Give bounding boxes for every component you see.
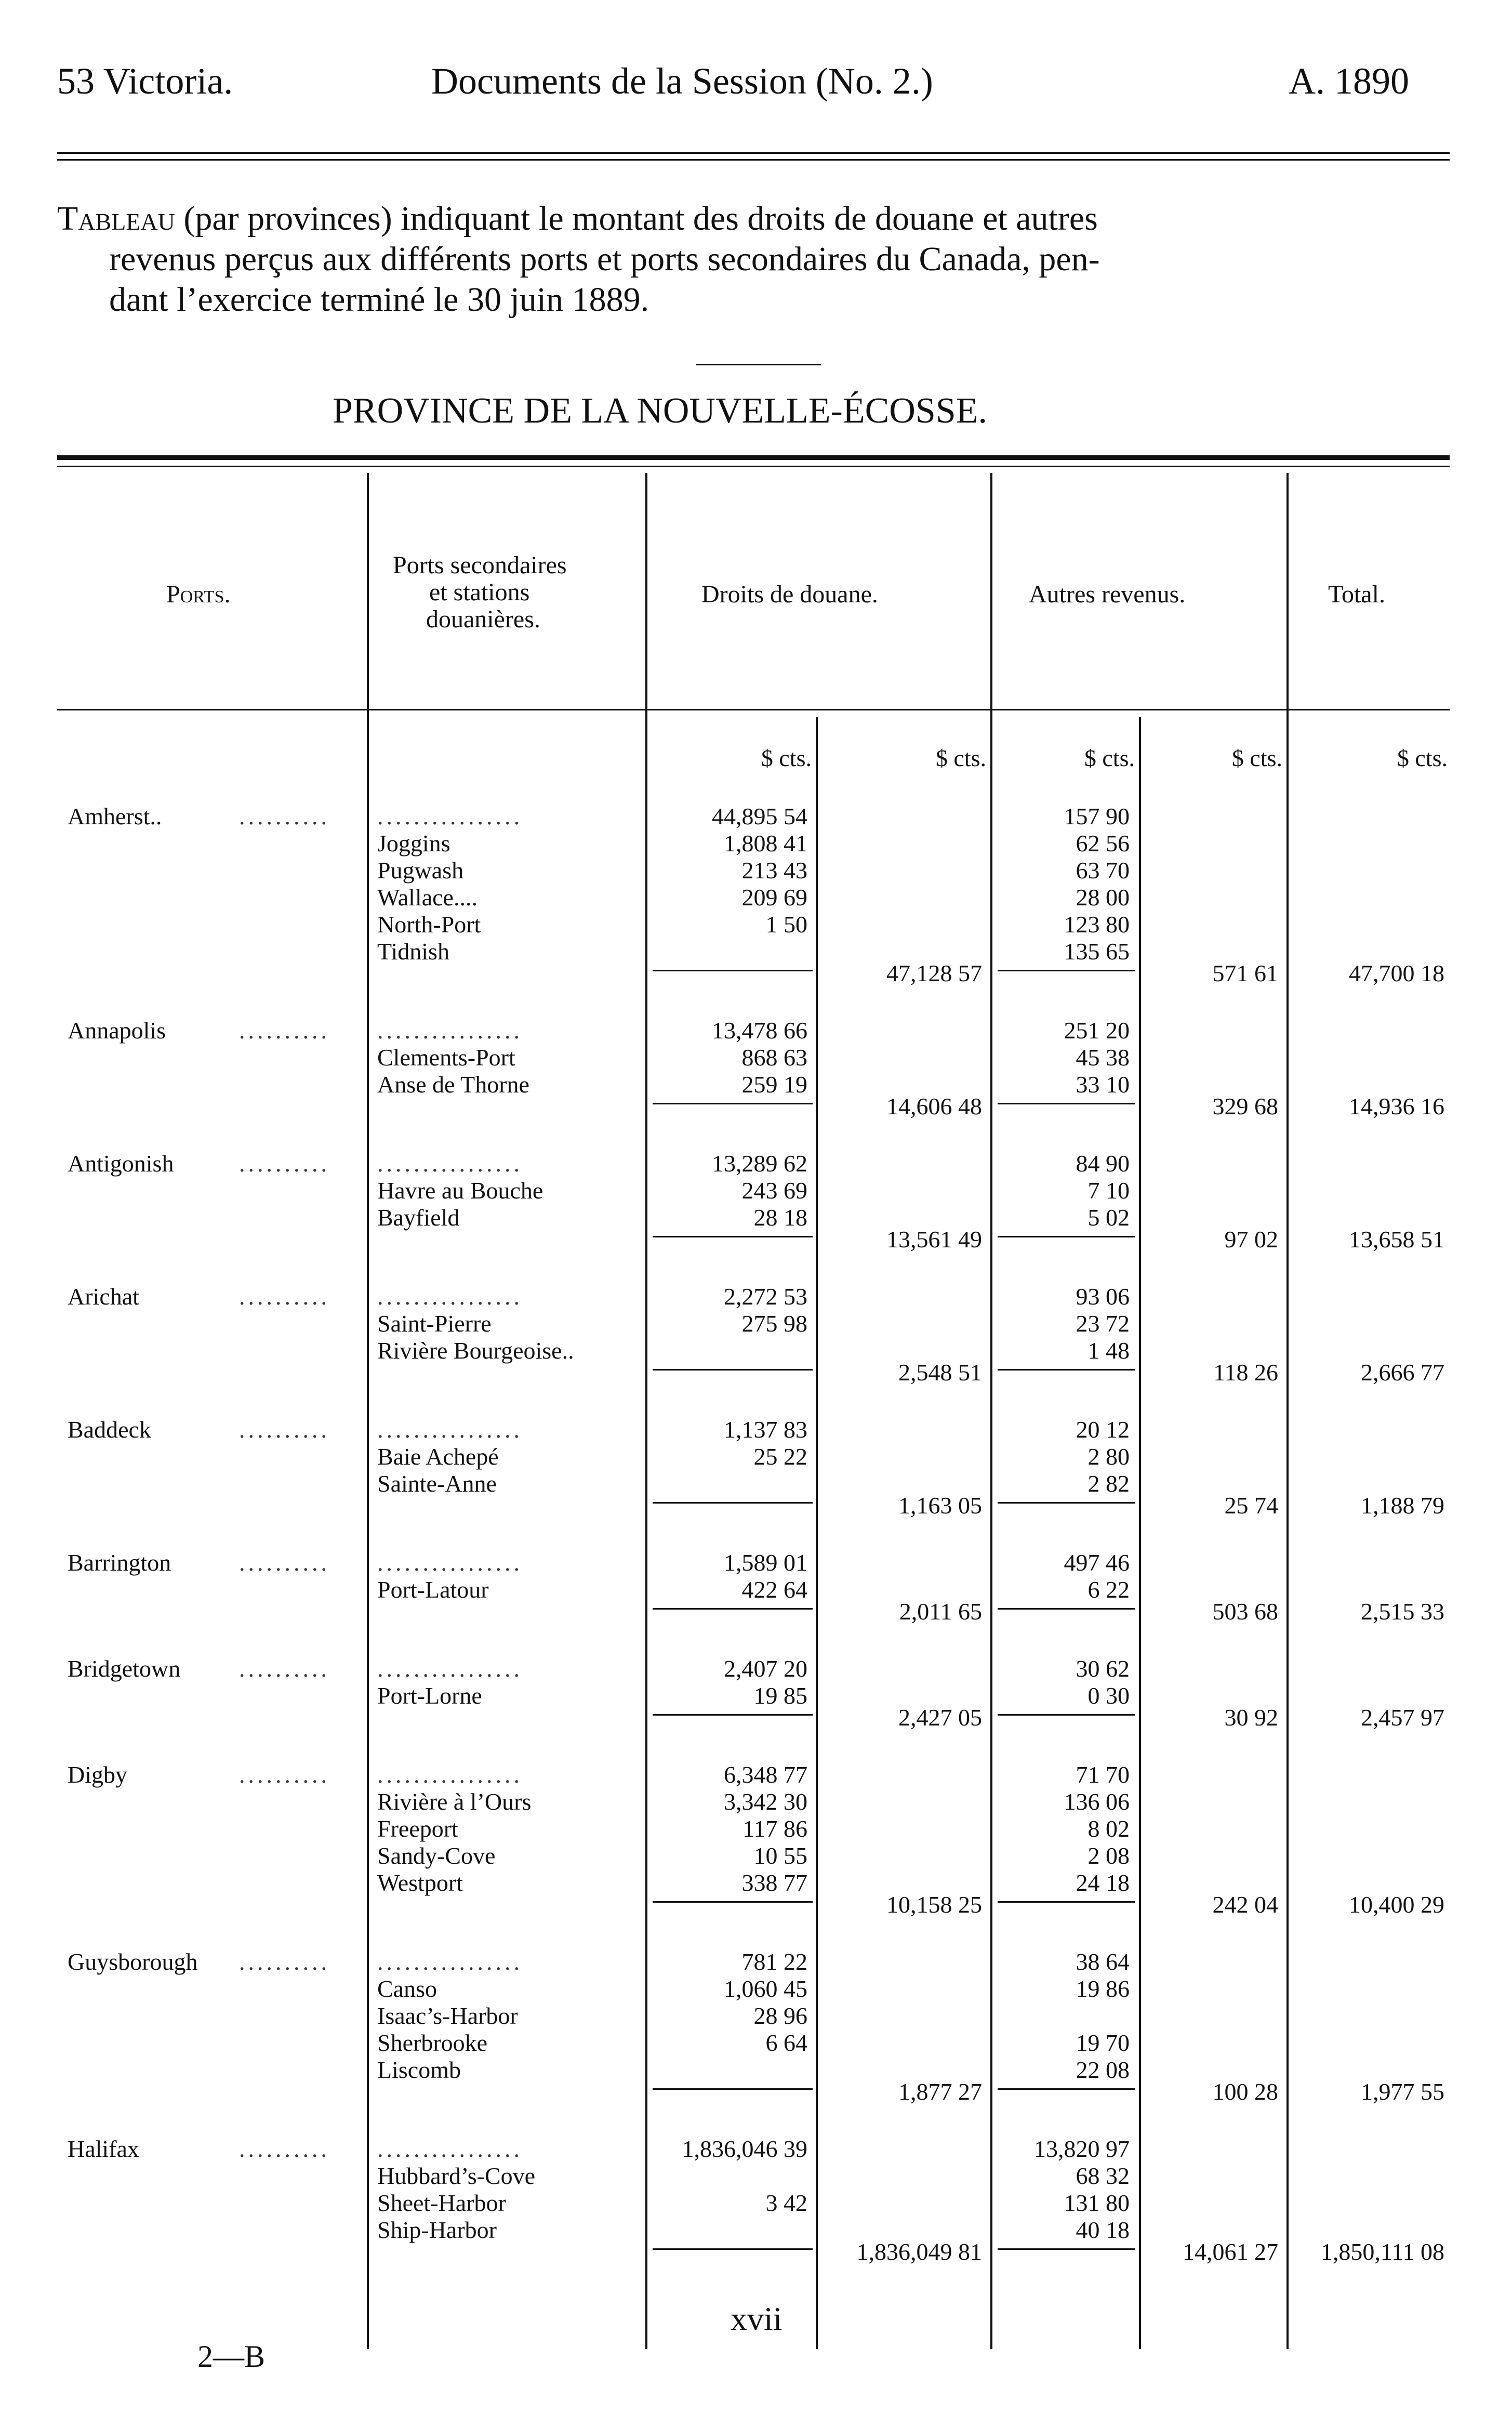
grand-total: 10,400 29: [1349, 1891, 1444, 1918]
duty-value: 2,272 53: [724, 1283, 807, 1310]
signature-mark: 2—B: [197, 2339, 266, 2374]
header-center: Documents de la Session (No. 2.): [431, 60, 933, 102]
port-leader-dots: ..........: [239, 1017, 330, 1044]
port-name: Bridgetown: [68, 1655, 181, 1682]
sub-port-leader: ................: [377, 1416, 523, 1443]
sub-port-name: North-Port: [377, 911, 481, 938]
sub-port-name: Rivière à l’Ours: [377, 1788, 532, 1815]
other-subtotal-rule: [998, 970, 1135, 971]
header-left: 53 Victoria.: [57, 60, 233, 102]
other-subtotal-rule: [998, 1714, 1135, 1716]
other-value: 30 62: [1076, 1655, 1130, 1682]
sub-port-name: Ship-Harbor: [377, 2217, 497, 2243]
duty-value: 868 63: [741, 1044, 807, 1071]
duty-total: 2,427 05: [898, 1704, 982, 1731]
header-rule-top: [57, 152, 1450, 154]
sub-port-name: Bayfield: [377, 1204, 460, 1231]
other-value: 63 70: [1076, 857, 1130, 884]
other-subtotal-rule: [998, 2088, 1135, 2090]
grand-total: 2,666 77: [1361, 1359, 1444, 1386]
other-value: 22 08: [1076, 2057, 1130, 2083]
duty-value: 25 22: [753, 1443, 807, 1470]
other-total: 14,061 27: [1183, 2238, 1278, 2265]
page-number: xvii: [731, 2300, 782, 2337]
other-value: 84 90: [1076, 1150, 1130, 1177]
duty-total: 1,877 27: [898, 2078, 982, 2105]
other-value: 20 12: [1076, 1416, 1130, 1443]
other-value: 33 10: [1076, 1071, 1130, 1098]
duty-value: 6 64: [765, 2030, 807, 2056]
sub-port-name: Hubbard’s-Cove: [377, 2163, 536, 2189]
other-subtotal-rule: [998, 1502, 1135, 1504]
duty-subtotal-rule: [653, 1103, 813, 1104]
sub-port-name: Liscomb: [377, 2057, 461, 2083]
other-value: 71 70: [1076, 1761, 1130, 1788]
other-total: 97 02: [1224, 1226, 1278, 1253]
sub-port-leader: ................: [377, 1761, 523, 1788]
other-value: 131 80: [1064, 2190, 1130, 2216]
sub-port-leader: ................: [377, 1549, 523, 1576]
col-header-other: Autres revenus.: [1029, 581, 1186, 608]
unit-duty-items: $ cts.: [761, 745, 812, 771]
other-value: 13,820 97: [1034, 2136, 1130, 2162]
sub-port-name: Port-Lorne: [377, 1682, 482, 1709]
sub-port-name: Port-Latour: [377, 1576, 489, 1603]
sub-port-name: Joggins: [377, 830, 450, 857]
sub-port-name: Clements-Port: [377, 1044, 515, 1071]
sub-port-name: Tidnish: [377, 938, 449, 965]
other-value: 0 30: [1087, 1682, 1130, 1709]
sub-port-leader: ................: [377, 1655, 523, 1682]
port-leader-dots: ..........: [239, 1150, 330, 1177]
other-value: 2 82: [1087, 1470, 1130, 1497]
intro-line-2: revenus perçus aux différents ports et ports secondaires du Canada, pen-: [109, 240, 1100, 278]
col-header-secondary-2: et stations: [429, 578, 530, 606]
duty-value: 422 64: [741, 1576, 807, 1603]
intro-text-1: (par provinces) indiquant le montant des droits de douane et autres: [183, 200, 1098, 238]
duty-value: 10 55: [753, 1842, 807, 1869]
other-value: 2 08: [1087, 1842, 1130, 1869]
other-total: 503 68: [1212, 1598, 1278, 1625]
duty-value: 3 42: [765, 2190, 807, 2216]
port-leader-dots: ..........: [239, 1549, 330, 1576]
port-name: Barrington: [68, 1549, 171, 1576]
duty-value: 44,895 54: [712, 803, 807, 829]
grand-total: 14,936 16: [1349, 1093, 1444, 1119]
port-leader-dots: ..........: [239, 1283, 330, 1310]
other-total: 242 04: [1212, 1891, 1278, 1918]
other-value: 497 46: [1064, 1549, 1130, 1576]
sub-port-name: Westport: [377, 1869, 463, 1896]
other-total: 329 68: [1212, 1093, 1278, 1119]
other-value: 135 65: [1064, 938, 1130, 965]
duty-subtotal-rule: [653, 1901, 813, 1903]
duty-subtotal-rule: [653, 1714, 813, 1716]
header-bottom-rule: [57, 709, 1450, 710]
other-subtotal-rule: [998, 1608, 1135, 1610]
duty-total: 1,163 05: [898, 1492, 982, 1519]
sub-port-name: Isaac’s-Harbor: [377, 2003, 518, 2029]
port-leader-dots: ..........: [239, 1655, 330, 1682]
duty-value: 1,589 01: [724, 1549, 807, 1576]
other-value: 23 72: [1076, 1310, 1130, 1337]
header-rule-bottom: [57, 159, 1450, 161]
col-header-secondary-3: douanières.: [426, 605, 540, 633]
duty-value: 213 43: [741, 857, 807, 884]
grand-total: 1,977 55: [1361, 2078, 1444, 2105]
other-value: 62 56: [1076, 830, 1130, 857]
other-value: 251 20: [1064, 1017, 1130, 1044]
other-value: 19 70: [1076, 2030, 1130, 2056]
sub-port-leader: ................: [377, 2136, 523, 2162]
duty-value: 275 98: [741, 1310, 807, 1337]
other-value: 2 80: [1087, 1443, 1130, 1470]
port-leader-dots: ..........: [239, 1416, 330, 1443]
other-value: 40 18: [1076, 2217, 1130, 2243]
grand-total: 2,515 33: [1361, 1598, 1444, 1625]
sub-port-name: Freeport: [377, 1815, 458, 1842]
other-subtotal-rule: [998, 1369, 1135, 1371]
duty-value: 259 19: [741, 1071, 807, 1098]
duty-total: 47,128 57: [886, 960, 982, 986]
other-value: 5 02: [1087, 1204, 1130, 1231]
other-total: 100 28: [1212, 2078, 1278, 2105]
grand-total: 47,700 18: [1349, 960, 1444, 986]
col-header-secondary-1: Ports secondaires: [393, 551, 567, 579]
port-leader-dots: ..........: [239, 1948, 330, 1975]
port-leader-dots: ..........: [239, 2136, 330, 2162]
table-rule-top-thin: [57, 466, 1450, 467]
other-subtotal-rule: [998, 1901, 1135, 1903]
port-name: Digby: [68, 1761, 127, 1788]
port-name: Halifax: [68, 2136, 139, 2162]
sub-port-leader: ................: [377, 1283, 523, 1310]
other-value: 123 80: [1064, 911, 1130, 938]
unit-other-items: $ cts.: [1084, 745, 1135, 771]
duty-subtotal-rule: [653, 2088, 813, 2090]
other-subtotal-rule: [998, 1103, 1135, 1104]
other-subtotal-rule: [998, 1236, 1135, 1237]
grand-total: 2,457 97: [1361, 1704, 1444, 1731]
table-rule-top-thick: [57, 455, 1450, 460]
duty-value: 13,478 66: [712, 1017, 807, 1044]
duty-value: 28 96: [753, 2003, 807, 2029]
duty-value: 6,348 77: [724, 1761, 807, 1788]
other-value: 8 02: [1087, 1815, 1130, 1842]
other-value: 93 06: [1076, 1283, 1130, 1310]
duty-subtotal-rule: [653, 1369, 813, 1371]
duty-value: 1 50: [765, 911, 807, 938]
sub-port-name: Sainte-Anne: [377, 1470, 497, 1497]
unit-total: $ cts.: [1397, 745, 1448, 771]
sub-port-leader: ................: [377, 1150, 523, 1177]
duty-total: 14,606 48: [886, 1093, 982, 1119]
col-header-ports: Ports.: [166, 581, 231, 608]
intro-lead: Tableau: [57, 200, 175, 238]
duty-value: 781 22: [741, 1948, 807, 1975]
sub-port-name: Saint-Pierre: [377, 1310, 492, 1337]
intro-line-3: dant l’exercice terminé le 30 juin 1889.: [109, 281, 649, 319]
duty-total: 1,836,049 81: [856, 2238, 982, 2265]
sub-port-name: Anse de Thorne: [377, 1071, 529, 1098]
sub-port-name: Sherbrooke: [377, 2030, 488, 2056]
port-leader-dots: ..........: [239, 1761, 330, 1788]
sub-port-name: Sheet-Harbor: [377, 2190, 506, 2216]
other-value: 45 38: [1076, 1044, 1130, 1071]
sub-port-name: Baie Achepé: [377, 1443, 499, 1470]
other-value: 7 10: [1087, 1177, 1130, 1204]
duty-value: 1,137 83: [724, 1416, 807, 1443]
duty-subtotal-rule: [653, 1502, 813, 1504]
duty-subtotal-rule: [653, 1608, 813, 1610]
duty-total: 2,011 65: [899, 1598, 982, 1625]
col-header-total: Total.: [1328, 581, 1385, 608]
grand-total: 13,658 51: [1349, 1226, 1444, 1253]
other-value: 19 86: [1076, 1975, 1130, 2002]
port-name: Arichat: [68, 1283, 139, 1310]
duty-value: 1,060 45: [724, 1975, 807, 2002]
duty-value: 1,808 41: [724, 830, 807, 857]
unit-duty-total: $ cts.: [935, 745, 986, 771]
duty-value: 117 86: [742, 1815, 807, 1842]
sub-port-leader: ................: [377, 803, 523, 829]
duty-value: 3,342 30: [724, 1788, 807, 1815]
other-value: 24 18: [1076, 1869, 1130, 1896]
unit-other-total: $ cts.: [1231, 745, 1282, 771]
title-short-rule: [696, 364, 821, 365]
other-value: 68 32: [1076, 2163, 1130, 2189]
col-divider-1: [367, 473, 369, 2349]
sub-port-name: Havre au Bouche: [377, 1177, 543, 1204]
duty-subtotal-rule: [653, 1236, 813, 1237]
sub-port-name: Rivière Bourgeoise..: [377, 1337, 574, 1364]
other-value: 38 64: [1076, 1948, 1130, 1975]
other-value: 1 48: [1087, 1337, 1130, 1364]
col-header-customs: Droits de douane.: [701, 581, 878, 608]
other-value: 28 00: [1076, 884, 1130, 911]
duty-total: 2,548 51: [898, 1359, 982, 1386]
section-title: PROVINCE DE LA NOUVELLE-ÉCOSSE.: [333, 391, 987, 431]
other-total: 118 26: [1213, 1359, 1278, 1386]
grand-total: 1,850,111 08: [1320, 2238, 1444, 2265]
duty-subtotal-rule: [653, 2248, 813, 2250]
port-leader-dots: ..........: [239, 803, 330, 829]
duty-value: 243 69: [741, 1177, 807, 1204]
duty-value: 19 85: [753, 1682, 807, 1709]
header-right: A. 1890: [1289, 60, 1409, 102]
port-name: Amherst..: [68, 803, 162, 829]
duty-value: 338 77: [741, 1869, 807, 1896]
sub-port-leader: ................: [377, 1948, 523, 1975]
duty-value: 209 69: [741, 884, 807, 911]
duty-value: 1,836,046 39: [682, 2136, 807, 2162]
port-name: Annapolis: [68, 1017, 166, 1044]
sub-port-leader: ................: [377, 1017, 523, 1044]
port-name: Antigonish: [68, 1150, 174, 1177]
duty-value: 28 18: [753, 1204, 807, 1231]
duty-value: 2,407 20: [724, 1655, 807, 1682]
other-total: 30 92: [1224, 1704, 1278, 1731]
sub-port-name: Pugwash: [377, 857, 464, 884]
other-total: 25 74: [1224, 1492, 1278, 1519]
other-value: 6 22: [1087, 1576, 1130, 1603]
other-value: 136 06: [1064, 1788, 1130, 1815]
sub-port-name: Wallace....: [377, 884, 478, 911]
port-name: Baddeck: [68, 1416, 151, 1443]
intro-line-1: [57, 202, 1098, 236]
duty-subtotal-rule: [653, 970, 813, 971]
grand-total: 1,188 79: [1361, 1492, 1444, 1519]
sub-port-name: Canso: [377, 1975, 437, 2002]
duty-total: 10,158 25: [886, 1891, 982, 1918]
duty-total: 13,561 49: [886, 1226, 982, 1253]
port-name: Guysborough: [68, 1948, 198, 1975]
sub-port-name: Sandy-Cove: [377, 1842, 496, 1869]
duty-value: 13,289 62: [712, 1150, 807, 1177]
other-value: 157 90: [1064, 803, 1130, 829]
other-total: 571 61: [1212, 960, 1278, 986]
other-subtotal-rule: [998, 2248, 1135, 2250]
